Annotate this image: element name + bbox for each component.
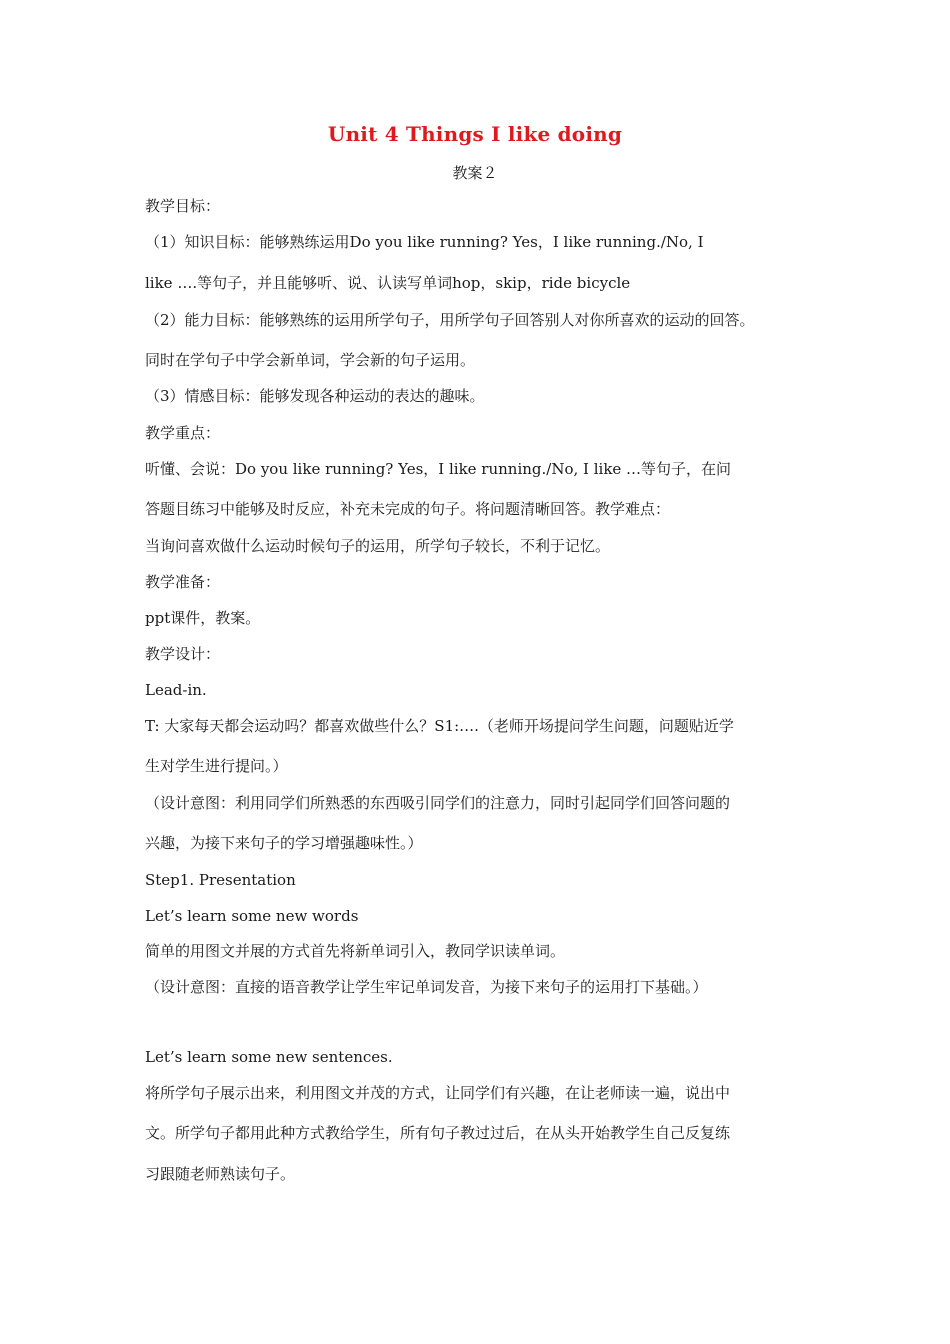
paragraph-line: 当询问喜欢做什么运动时候句子的运用，所学句子较长，不利于记忆。 [145, 537, 611, 555]
section-heading-preparation: 教学准备： [145, 573, 221, 591]
paragraph-line: Lead-in. [145, 681, 207, 699]
paragraph-line: 将所学句子展示出来，利用图文并茂的方式，让同学们有兴趣，在让老师读一遍，说出中 [145, 1084, 731, 1102]
paragraph-line: （1）知识目标：能够熟练运用Do you like running? Yes，I like running./No, I [145, 233, 704, 251]
paragraph-line: 文。所学句子都用此种方式教给学生，所有句子教过过后，在从头开始教学生自己反复练 [145, 1124, 731, 1142]
paragraph-line: 简单的用图文并展的方式首先将新单词引入，教同学识读单词。 [145, 942, 566, 960]
document-title: Unit 4 Things I like doing [327, 122, 623, 146]
paragraph-line: 生对学生进行提问。） [145, 757, 288, 775]
paragraph-line: 听懂、会说：Do you like running? Yes，I like running./No, I like …等句子，在问 [145, 460, 732, 478]
section-heading-key-points: 教学重点： [145, 424, 221, 442]
section-heading-design: 教学设计： [145, 645, 221, 663]
paragraph-line: 习跟随老师熟读句子。 [145, 1165, 296, 1183]
paragraph-line: 同时在学句子中学会新单词，学会新的句子运用。 [145, 351, 476, 369]
paragraph-line: like ….等句子，并且能够听、说、认读写单词hop，skip，ride bicycle [145, 274, 631, 292]
paragraph-line: ppt课件，教案。 [145, 609, 261, 627]
paragraph-line: 兴趣，为接下来句子的学习增强趣味性。） [145, 834, 423, 852]
document-subtitle: 教案２ [452, 164, 498, 182]
paragraph-line: （设计意图：利用同学们所熟悉的东西吸引同学们的注意力，同时引起同学们回答问题的 [145, 794, 731, 812]
section-heading-objectives: 教学目标： [145, 197, 221, 215]
paragraph-line: Let’s learn some new words [145, 907, 359, 925]
paragraph-line: （3）情感目标：能够发现各种运动的表达的趣味。 [145, 387, 485, 405]
paragraph-line: Step1. Presentation [145, 871, 296, 889]
paragraph-line: （设计意图：直接的语音教学让学生牢记单词发音，为接下来句子的运用打下基础。） [145, 978, 708, 996]
paragraph-line: T: 大家每天都会运动吗？都喜欢做些什么？S1:….（老师开场提问学生问题，问题贴近学 [145, 717, 734, 735]
paragraph-line: Let’s learn some new sentences. [145, 1048, 393, 1066]
paragraph-line: （2）能力目标：能够熟练的运用所学句子，用所学句子回答别人对你所喜欢的运动的回答。 [145, 311, 755, 329]
paragraph-line: 答题目练习中能够及时反应，补充未完成的句子。将问题清晰回答。教学难点： [145, 500, 671, 518]
